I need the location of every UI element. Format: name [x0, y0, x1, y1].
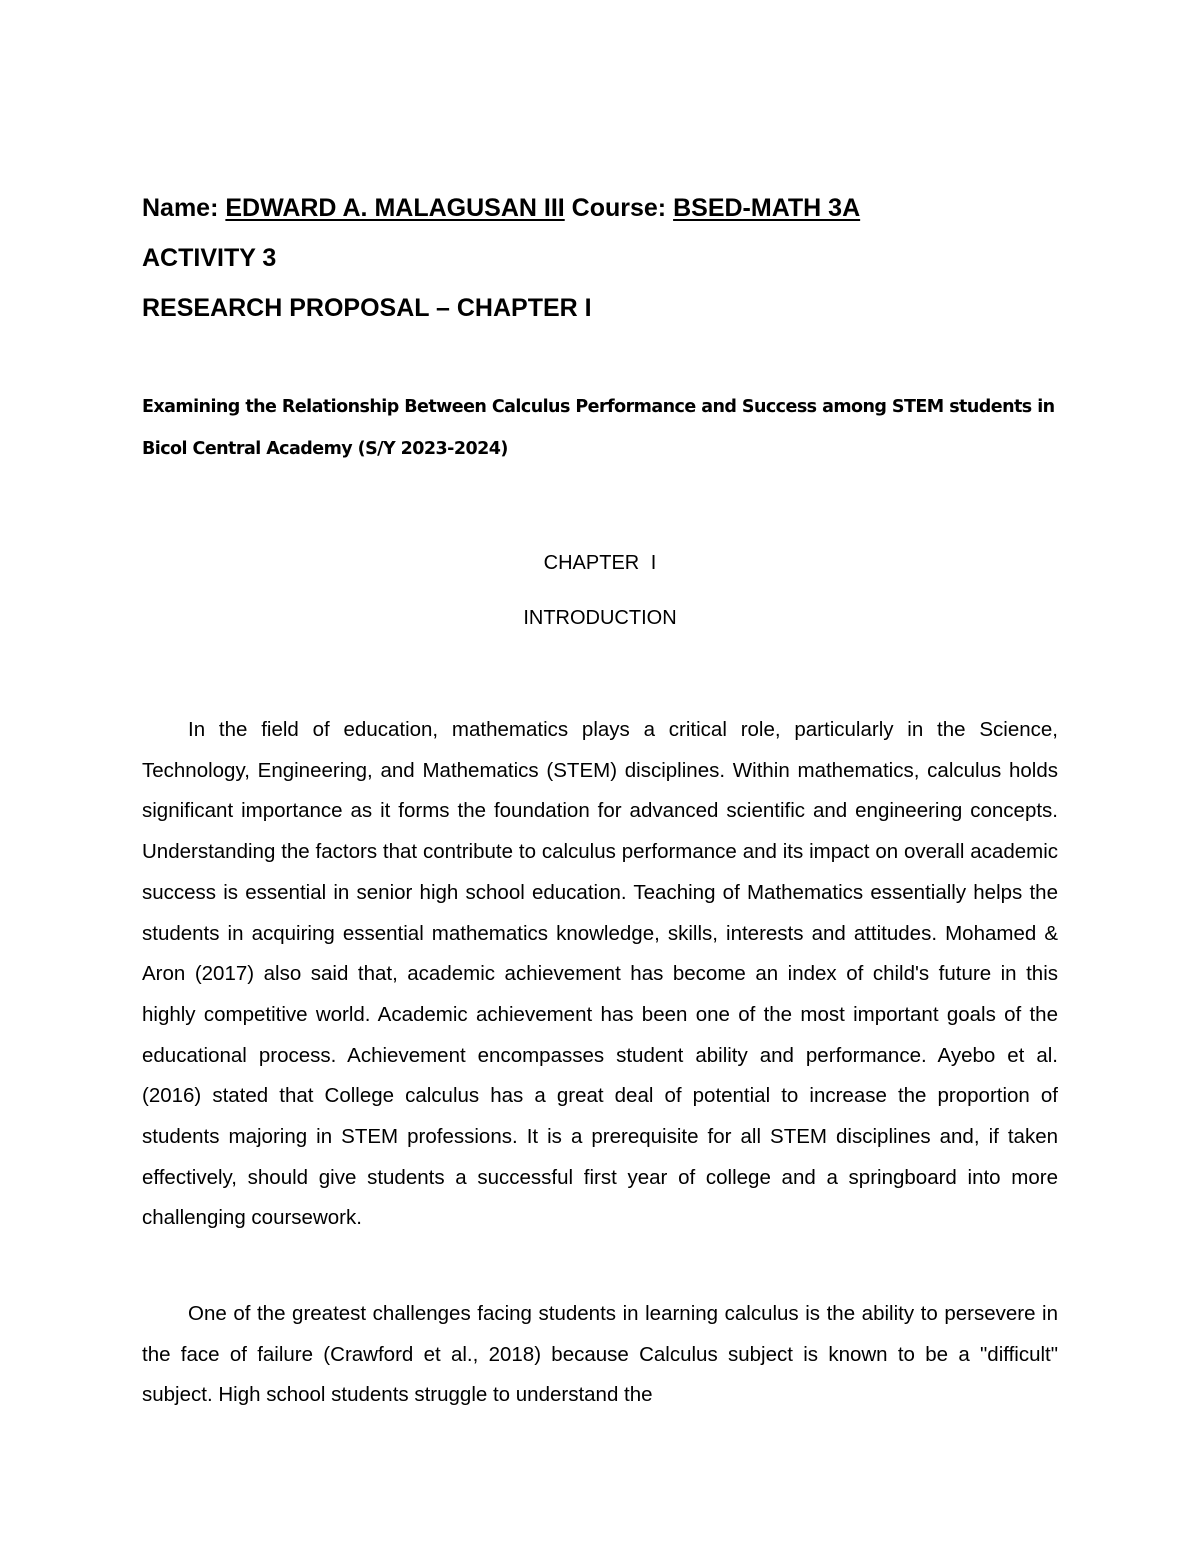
chapter-heading: CHAPTER I: [543, 552, 657, 574]
introduction-heading: INTRODUCTION: [523, 607, 677, 629]
proposal-heading: RESEARCH PROPOSAL – CHAPTER I: [142, 294, 592, 322]
name-label: Name:: [142, 194, 219, 222]
name-course-line: [142, 193, 1062, 223]
body-paragraph: In the field of education, mathematics plays a critical role, particularly in the Science, Technology, Engineering, and Mathematics (STEM) disciplines. Within mathematics, calculus holds significant importance as it forms the foundation for advanced scientific and engineering concepts. Understanding the factors that contribute to calculus performance and its impact on overall academic success is essential in senior high school education. Teaching of Mathematics essentially helps the students in acquiring essential mathematics knowledge, skills, interests and attitudes. Mohamed & Aron (2017) also said that, academic achievement has become an index of child's future in this highly competitive world. Academic achievement has been one of the most important goals of the educational process. Achievement encompasses student ability and performance. Ayebo et al. (2016) stated that College calculus has a great deal of potential to increase the proportion of students majoring in STEM professions. It is a prerequisite for all STEM disciplines and, if taken effectively, should give students a successful first year of college and a springboard into more challenging coursework.: [142, 718, 1058, 1230]
course-label: Course:: [571, 194, 667, 222]
activity-label: ACTIVITY 3: [142, 244, 277, 272]
course-value: BSED-MATH 3A: [673, 194, 861, 222]
student-name: EDWARD A. MALAGUSAN III: [225, 194, 565, 222]
body-paragraph: One of the greatest challenges facing students in learning calculus is the ability to persevere in the face of failure (Crawford et al., 2018) because Calculus subject is known to be a "difficult" subject. High school students struggle to understand the: [142, 1302, 1058, 1407]
research-title: Examining the Relationship Between Calculus Performance and Success among STEM students in Bicol Central Academy (S/Y 2023-2024): [142, 397, 1055, 459]
